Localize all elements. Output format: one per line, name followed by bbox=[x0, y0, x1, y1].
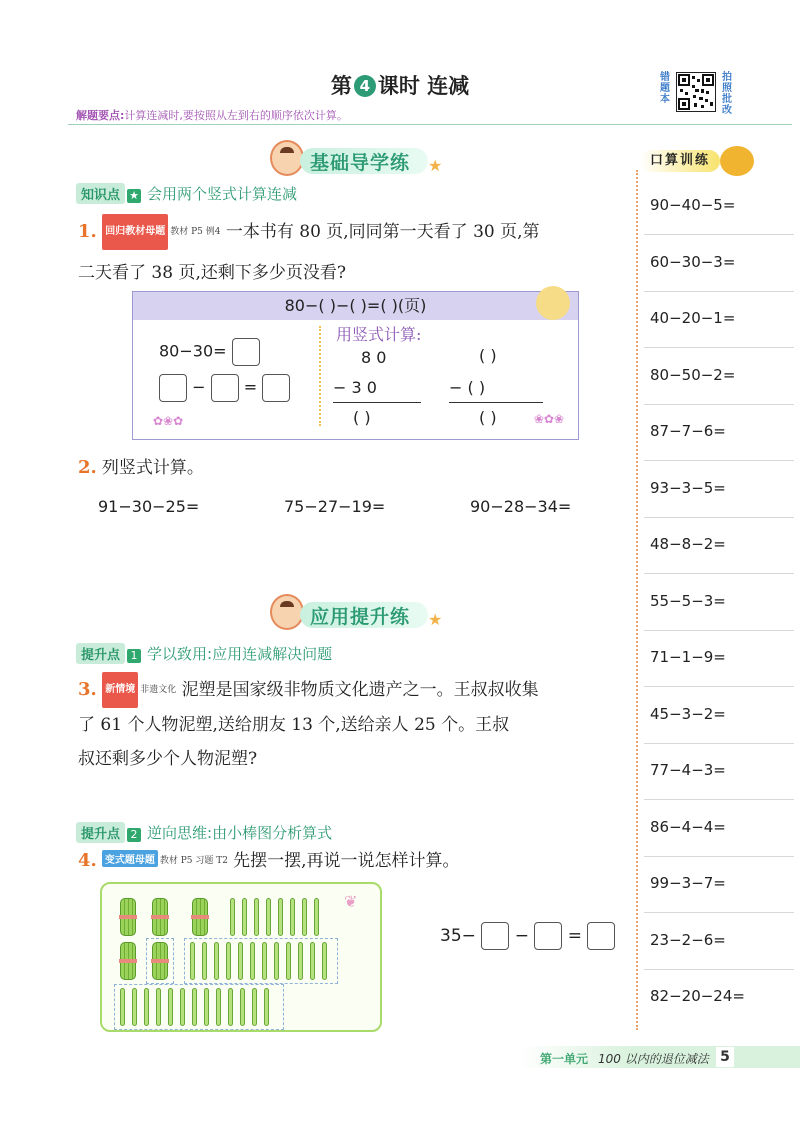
moon-icon bbox=[536, 286, 570, 320]
stick bbox=[226, 942, 231, 980]
flower-icon: ✿❀✿ bbox=[153, 414, 184, 428]
oral-item: 40−20−1= bbox=[650, 309, 736, 327]
q3-line3: 叔还剩多少个人物泥塑? bbox=[78, 749, 258, 769]
side-divider bbox=[636, 170, 638, 1030]
answer-box[interactable] bbox=[534, 922, 562, 950]
answer-box[interactable] bbox=[211, 374, 239, 402]
oral-item: 45−3−2= bbox=[650, 704, 726, 723]
oral-rule bbox=[644, 630, 794, 631]
stick bbox=[228, 988, 233, 1026]
question-4 bbox=[78, 846, 459, 871]
oral-item: 48−8−2= bbox=[650, 535, 726, 553]
stick-bundle bbox=[152, 942, 168, 980]
section-header-apply bbox=[270, 594, 500, 634]
oral-item: 80−50−2= bbox=[650, 365, 736, 384]
q4-badge: 变式题母题 bbox=[102, 850, 158, 867]
oral-rule bbox=[644, 912, 794, 913]
v2-result[interactable]: ( ) bbox=[479, 408, 497, 427]
oral-item: 23−2−6= bbox=[650, 930, 726, 949]
stick bbox=[314, 898, 319, 936]
star-icon: ★ bbox=[428, 610, 443, 629]
stick bbox=[322, 942, 327, 980]
stick bbox=[250, 942, 255, 980]
v2-rule bbox=[449, 402, 543, 403]
q3-number: 3. bbox=[78, 679, 97, 700]
oral-item: 93−3−5= bbox=[650, 478, 726, 497]
oral-rule bbox=[644, 517, 794, 518]
q1-method-label: 用竖式计算: bbox=[336, 325, 422, 344]
baby-mascot-icon bbox=[270, 140, 304, 176]
v2-mid[interactable]: − ( ) bbox=[449, 378, 486, 397]
dotted-divider bbox=[319, 326, 323, 426]
v1-rule bbox=[333, 402, 421, 403]
question-1 bbox=[78, 214, 638, 290]
stick bbox=[298, 942, 303, 980]
tip-text: 计算连减时,要按照从左到右的顺序依次计算。 bbox=[124, 109, 348, 122]
oral-item: 71−1−9= bbox=[650, 648, 726, 666]
oral-item: 90−40−5= bbox=[650, 196, 736, 214]
oral-rule bbox=[644, 799, 794, 800]
stick bbox=[274, 942, 279, 980]
oral-rule bbox=[644, 969, 794, 970]
kp-tag: 提升点 bbox=[76, 822, 125, 843]
stick bbox=[120, 988, 125, 1026]
q1-line2: 二天看了 38 页,还剩下多少页没看? bbox=[78, 263, 346, 283]
dashed-group bbox=[114, 984, 284, 1030]
q1-step2 bbox=[159, 374, 290, 402]
q3-badge2: 非遗文化 bbox=[140, 685, 177, 695]
stick bbox=[238, 942, 243, 980]
flower-icon: ❀✿❀ bbox=[533, 412, 564, 426]
v1-top: 8 0 bbox=[361, 348, 387, 367]
oral-rule bbox=[644, 460, 794, 461]
kp-text: 会用两个竖式计算连减 bbox=[147, 185, 298, 203]
answer-box[interactable] bbox=[232, 338, 260, 366]
q4-ref: 教材 P5 习题 T2 bbox=[159, 856, 228, 866]
stick bbox=[156, 988, 161, 1026]
question-2 bbox=[78, 453, 204, 478]
oral-rule bbox=[644, 404, 794, 405]
q4-expr-start: 35− bbox=[440, 926, 476, 946]
answer-box[interactable] bbox=[587, 922, 615, 950]
q2-expr: 91−30−25= bbox=[98, 497, 200, 516]
stick bbox=[266, 898, 271, 936]
oral-item: 60−30−3= bbox=[650, 252, 736, 271]
q4-minus: − bbox=[514, 926, 529, 946]
oral-item: 87−7−6= bbox=[650, 422, 726, 440]
stick bbox=[264, 988, 269, 1026]
section-header-basic bbox=[270, 140, 500, 180]
answer-box[interactable] bbox=[262, 374, 290, 402]
section-title: 应用提升练 bbox=[310, 606, 411, 628]
stick bbox=[254, 898, 259, 936]
q2-expr: 75−27−19= bbox=[284, 497, 386, 516]
q1-minus: − bbox=[192, 377, 206, 397]
answer-box[interactable] bbox=[481, 922, 509, 950]
oral-item: 99−3−7= bbox=[650, 874, 726, 892]
q4-expression bbox=[440, 922, 615, 950]
stick bbox=[214, 942, 219, 980]
qr-left-label: 错题本 bbox=[660, 72, 670, 105]
stick bbox=[202, 942, 207, 980]
header-divider bbox=[68, 124, 792, 125]
stick bbox=[216, 988, 221, 1026]
tip-line bbox=[76, 107, 348, 123]
q3-line2: 了 61 个人物泥塑,送给朋友 13 个,送给亲人 25 个。王叔 bbox=[78, 715, 510, 735]
q3-line1: 泥塑是国家级非物质文化遗产之一。王叔叔收集 bbox=[181, 680, 539, 700]
oral-item: 82−20−24= bbox=[650, 987, 745, 1005]
q4-number: 4. bbox=[78, 850, 97, 871]
q2-number: 2. bbox=[78, 457, 97, 478]
stick bbox=[204, 988, 209, 1026]
q1-badge: 回归教材母题 bbox=[102, 214, 168, 250]
q4-equals: = bbox=[567, 926, 583, 946]
q1-answer-box bbox=[132, 291, 579, 440]
kp-tag: 提升点 bbox=[76, 643, 125, 664]
v2-top[interactable]: ( ) bbox=[479, 346, 497, 365]
oral-rule bbox=[644, 347, 794, 348]
stick bbox=[132, 988, 137, 1026]
stick bbox=[190, 942, 195, 980]
q3-badge: 新情境 bbox=[102, 672, 138, 708]
stick bbox=[286, 942, 291, 980]
oral-item: 77−4−3= bbox=[650, 761, 726, 779]
stick bbox=[192, 988, 197, 1026]
stick bbox=[180, 988, 185, 1026]
stick bbox=[290, 898, 295, 936]
stick-bundle bbox=[120, 942, 136, 980]
improve-point-2 bbox=[76, 822, 332, 843]
oral-rule bbox=[644, 743, 794, 744]
stick bbox=[230, 898, 235, 936]
title-prefix: 第 bbox=[330, 74, 352, 98]
stick-board bbox=[100, 882, 382, 1032]
improve-point-1 bbox=[76, 643, 332, 664]
page-number: 5 bbox=[716, 1047, 734, 1067]
kp-text: 逆向思维:由小棒图分析算式 bbox=[147, 824, 333, 842]
stick-bundle bbox=[120, 898, 136, 936]
oral-item: 86−4−4= bbox=[650, 817, 726, 836]
stick bbox=[262, 942, 267, 980]
v1-mid: − 3 0 bbox=[333, 378, 377, 397]
stick-bundle bbox=[152, 898, 168, 936]
kp-number: 2 bbox=[127, 828, 141, 842]
mascot-icon bbox=[720, 146, 754, 176]
oral-rule bbox=[644, 291, 794, 292]
stick bbox=[144, 988, 149, 1026]
kp-star-icon: ★ bbox=[127, 189, 141, 203]
footer-unit: 第一单元 bbox=[540, 1052, 589, 1066]
bow-icon: ❦ bbox=[344, 892, 358, 911]
qr-code-icon[interactable] bbox=[676, 72, 716, 112]
oral-rule bbox=[644, 234, 794, 235]
stick bbox=[168, 988, 173, 1026]
stick bbox=[240, 988, 245, 1026]
oral-practice-column bbox=[636, 150, 800, 1030]
q2-expr: 90−28−34= bbox=[470, 497, 572, 516]
q1-equals: = bbox=[243, 377, 258, 397]
q4-text: 先摆一摆,再说一说怎样计算。 bbox=[233, 851, 460, 871]
star-icon: ★ bbox=[428, 156, 443, 175]
q1-step1 bbox=[159, 338, 260, 366]
question-3 bbox=[78, 672, 638, 776]
stick bbox=[242, 898, 247, 936]
oral-title: 口算训练 bbox=[640, 150, 720, 172]
q1-line1: 一本书有 80 页,同同第一天看了 30 页,第 bbox=[225, 222, 540, 242]
kp-text: 学以致用:应用连减解决问题 bbox=[147, 645, 333, 663]
stick bbox=[310, 942, 315, 980]
oral-rule bbox=[644, 686, 794, 687]
footer-title: 100 以内的退位减法 bbox=[598, 1052, 709, 1066]
q2-text: 列竖式计算。 bbox=[101, 458, 204, 478]
title-suffix: 课时 连减 bbox=[377, 74, 470, 98]
baby-mascot-icon bbox=[270, 594, 304, 630]
stick-bundle bbox=[192, 898, 208, 936]
oral-item: 55−5−3= bbox=[650, 591, 726, 610]
oral-rule bbox=[644, 573, 794, 574]
qr-block[interactable] bbox=[660, 72, 736, 116]
knowledge-point bbox=[76, 183, 297, 204]
stick bbox=[252, 988, 257, 1026]
q1-expr1: 80−30= bbox=[159, 341, 227, 361]
q1-number: 1. bbox=[78, 221, 97, 242]
stick bbox=[302, 898, 307, 936]
kp-tag: 知识点 bbox=[76, 183, 125, 204]
v1-result[interactable]: ( ) bbox=[353, 408, 371, 427]
q1-head-expression[interactable]: 80−( )−( )=( )(页) bbox=[133, 292, 578, 320]
oral-rule bbox=[644, 856, 794, 857]
tip-label: 解题要点: bbox=[76, 109, 125, 122]
qr-right-label: 拍照批改 bbox=[722, 72, 732, 116]
section-title: 基础导学练 bbox=[310, 152, 411, 174]
stick bbox=[278, 898, 283, 936]
q1-ref: 教材 P5 例4 bbox=[170, 227, 221, 237]
kp-number: 1 bbox=[127, 649, 141, 663]
answer-box[interactable] bbox=[159, 374, 187, 402]
lesson-number-badge: 4 bbox=[354, 75, 376, 97]
